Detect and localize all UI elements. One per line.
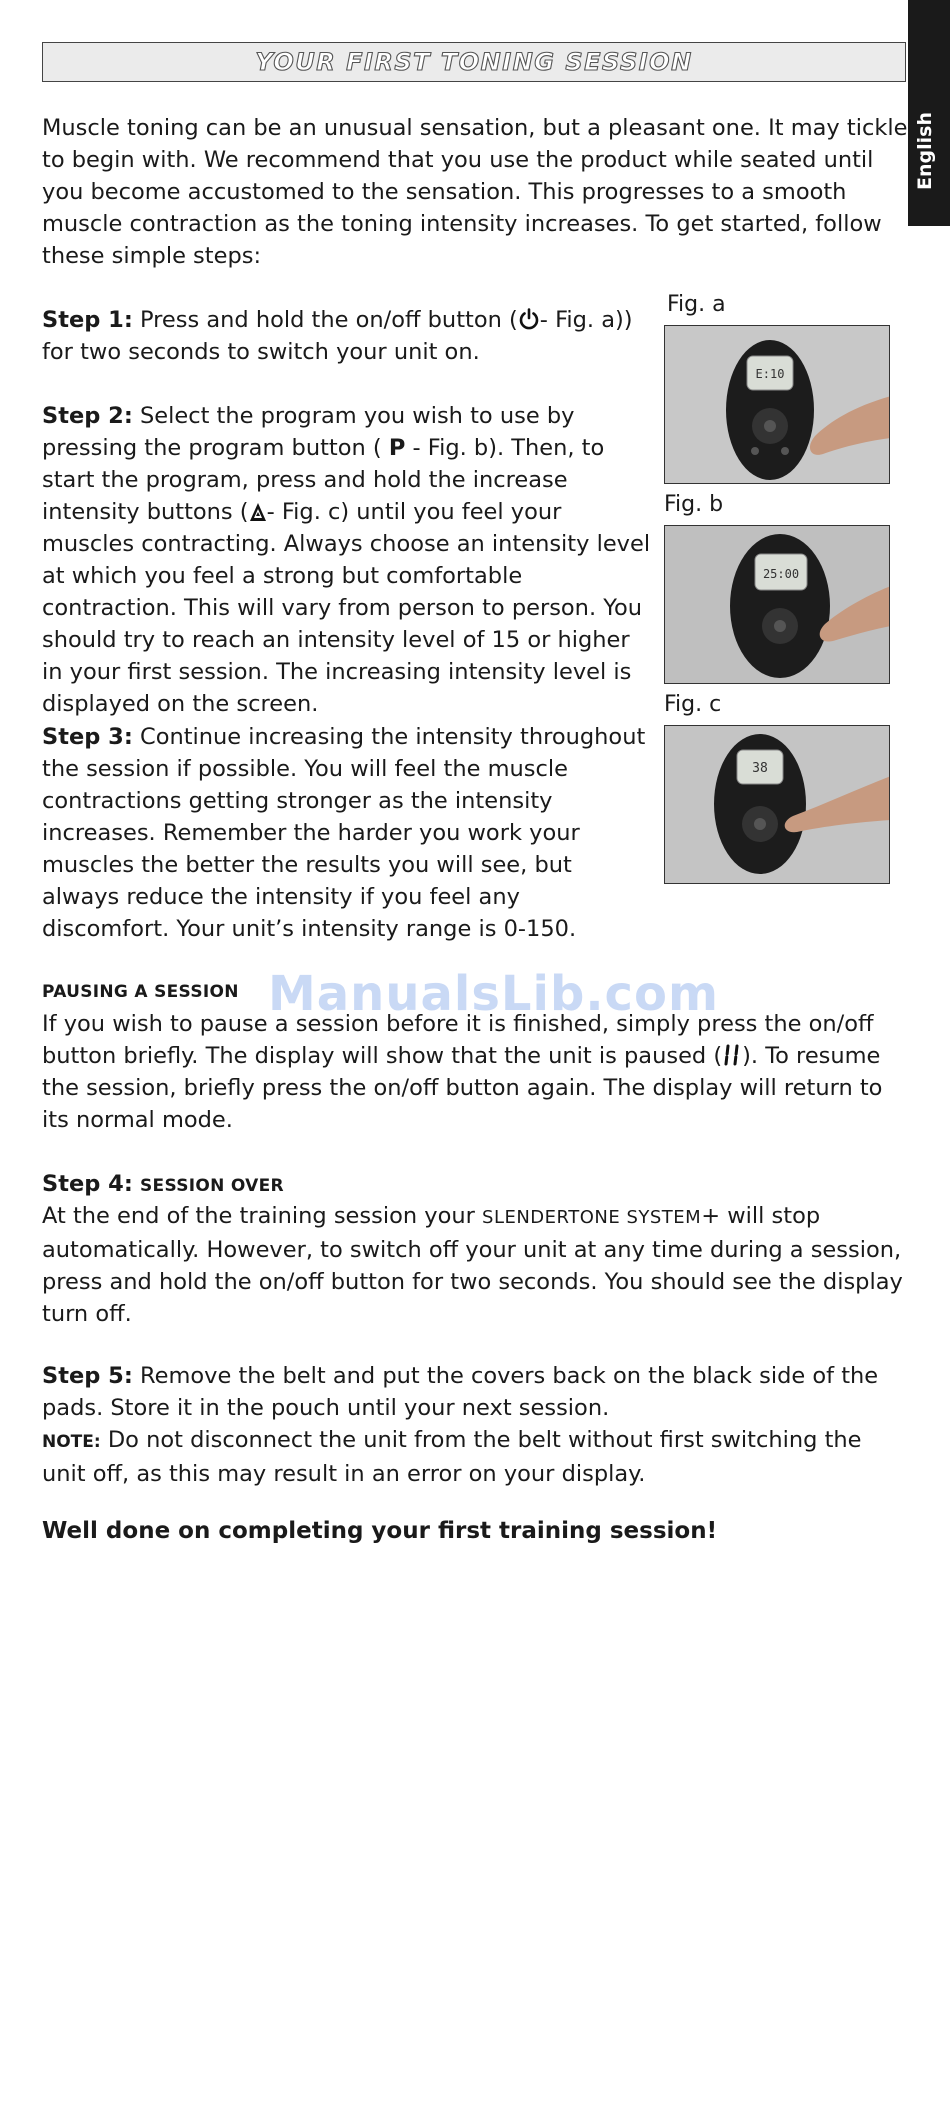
figure-b-photo: [664, 525, 890, 684]
step-4-text-b: + will stop automatically. However, to switch off your unit at any time during a session, press and hold the on/off button for two seconds. You should see the display turn off.: [42, 1203, 903, 1327]
pausing-heading: PAUSING A SESSION: [42, 982, 239, 1002]
controller-photo-c: [665, 726, 890, 884]
increase-intensity-icon: [249, 502, 267, 522]
figure-c-photo: [664, 725, 890, 884]
step-4-heading: [42, 1168, 912, 1202]
step-4-paragraph: [42, 1200, 912, 1330]
program-p-icon: P: [388, 435, 406, 461]
figure-b-caption: Fig. b: [664, 492, 724, 517]
brand-name: SLENDERTONE SYSTEM: [482, 1207, 702, 1228]
controller-photo-a: [665, 326, 890, 484]
step-1-label: Step 1:: [42, 307, 133, 333]
step-5: [42, 1360, 912, 1424]
step-2-text-b: - Fig. b). Then, to start the program, press and hold the increase intensity buttons (: [42, 435, 605, 525]
closing-message: Well done on completing your first training session!: [42, 1518, 718, 1544]
figure-a-display: E:10: [755, 367, 785, 381]
figure-a-photo: [664, 325, 890, 484]
page-title: YOUR FIRST TONING SESSION: [255, 48, 693, 76]
note-text: Do not disconnect the unit from the belt without first switching the unit off, as this may result in an error on your display.: [42, 1427, 862, 1487]
watermark: ManualsLib.com: [268, 966, 719, 1022]
step-1-text-a: Press and hold the on/off button (: [132, 307, 518, 333]
pausing-text-a: If you wish to pause a session before it is finished, simply press the on/off button briefly. The display will show that the unit is paused (: [42, 1011, 874, 1069]
intro-paragraph: Muscle toning can be an unusual sensation, but a pleasant one. It may tickle to begin with. We recommend that you use the product while seated until you become accustomed to the sensation. This progresses to a smooth muscle contraction as the toning intensity increases. To get started, follow these simple steps:: [42, 115, 908, 269]
language-tab-label: English: [914, 112, 936, 190]
pausing-paragraph: [42, 1008, 912, 1136]
step-2-text-c: - Fig. c) until you feel your muscles contracting. Always choose an intensity level at which you feel a strong but comfortable contraction. This will vary from person to person. You should try to reach an intensity level of 15 or higher in your first session. The increasing intensity level is displayed on the screen.: [42, 499, 651, 717]
pausing-text-b: ). To resume the session, briefly press the on/off button again. The display will return to its normal mode.: [42, 1043, 883, 1133]
step-3-text: Continue increasing the intensity throughout the session if possible. You will feel the muscle contractions getting stronger as the intensity increases. Remember the harder you work your muscles the better the results you will see, but always reduce the intensity if you feel any discomfort. Your unit’s intensity range is 0-150.: [42, 724, 646, 942]
controller-photo-b: [665, 526, 890, 684]
step-3-label: Step 3:: [42, 724, 133, 750]
figure-c-caption: Fig. c: [664, 692, 722, 717]
step-2: [42, 400, 654, 720]
step-5-text: Remove the belt and put the covers back on the black side of the pads. Store it in the pouch until your next session.: [42, 1363, 879, 1421]
step-1: [42, 304, 654, 368]
step-4-text-a: At the end of the training session your: [42, 1203, 483, 1229]
step-1-text-b: - Fig. a)) for two seconds to switch your unit on.: [42, 307, 633, 365]
step-4-title: SESSION OVER: [139, 1176, 284, 1196]
power-icon: [518, 308, 540, 330]
figure-b-display: 25:00: [762, 567, 800, 581]
figure-c-display: 38: [752, 761, 768, 776]
note-label: NOTE:: [42, 1432, 101, 1452]
pause-icon: [722, 1043, 742, 1067]
step-2-text-a: Select the program you wish to use by pressing the program button (: [42, 403, 575, 461]
step-2-label: Step 2:: [42, 403, 133, 429]
step-5-label: Step 5:: [42, 1363, 133, 1389]
title-banner: [42, 42, 906, 82]
step-4-label: Step 4:: [42, 1171, 133, 1197]
step-3: [42, 721, 654, 945]
figure-a-caption: Fig. a: [667, 292, 726, 317]
note-paragraph: [42, 1424, 912, 1490]
